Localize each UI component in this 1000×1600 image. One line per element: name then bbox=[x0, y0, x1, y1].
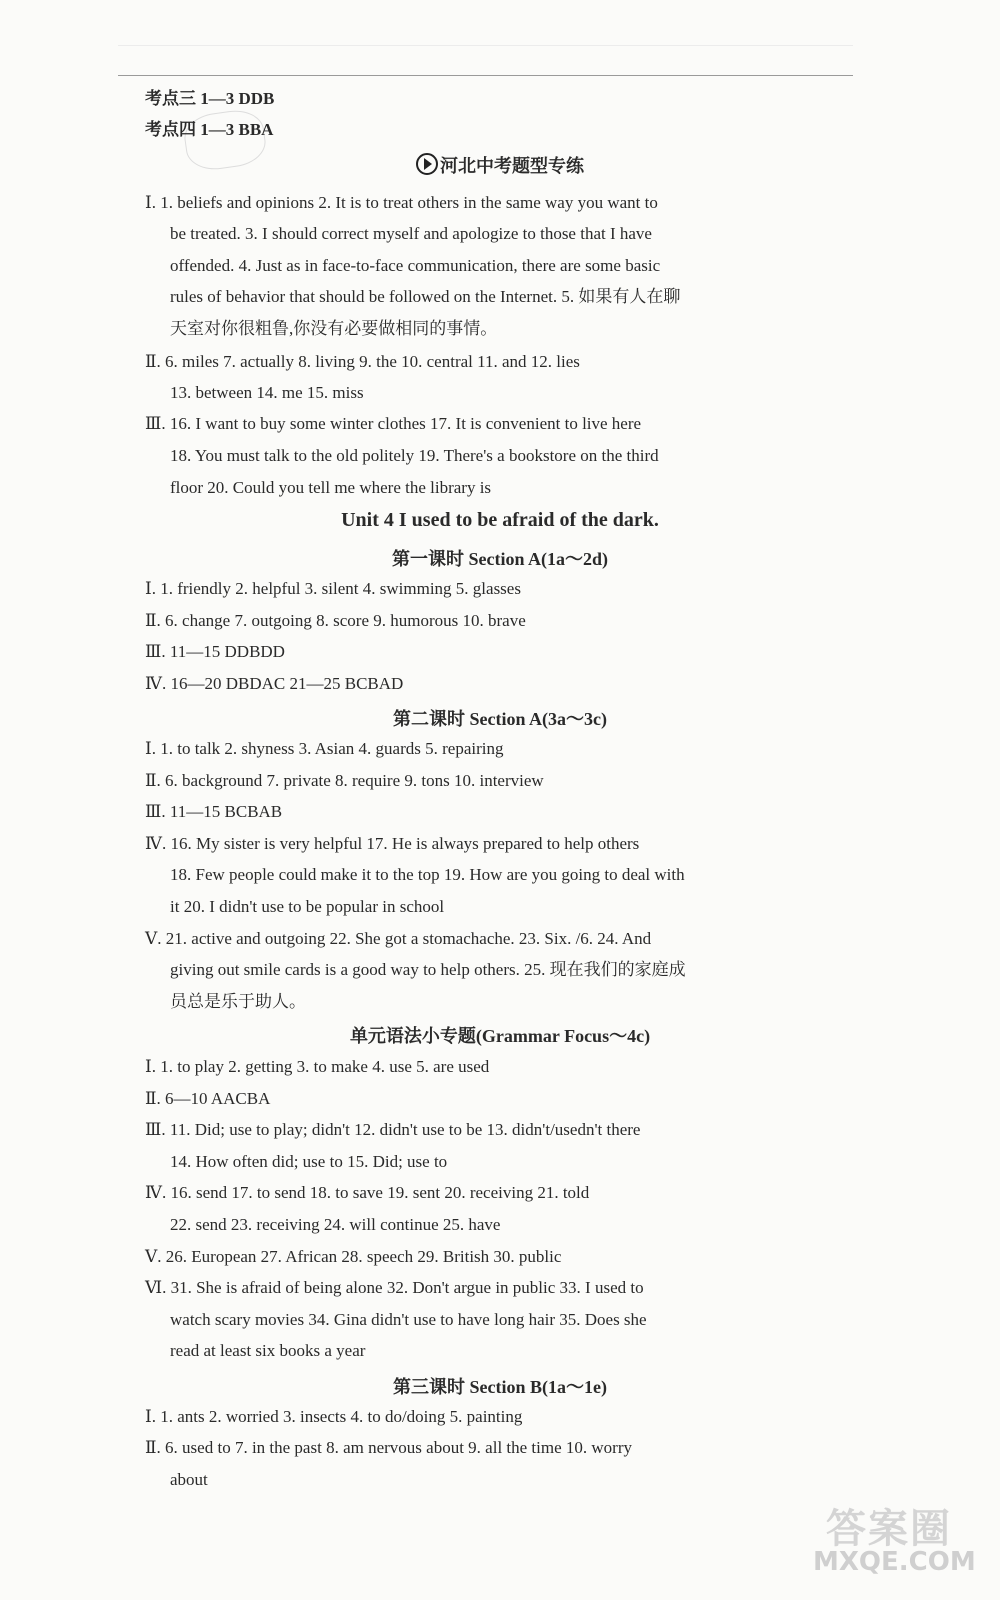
answer-line: rules of behavior that should be followed on the Internet. 5. 如果有人在聊 bbox=[170, 287, 681, 306]
answer-line: Ⅲ. 11—15 DDBDD bbox=[145, 642, 285, 661]
answer-line: offended. 4. Just as in face-to-face communication, there are some basic bbox=[170, 256, 661, 275]
answer-line: 18. Few people could make it to the top 19. How are you going to deal with bbox=[170, 865, 685, 884]
answer-line: Ⅴ. 26. European 27. African 28. speech 29. British 30. public bbox=[145, 1247, 562, 1266]
answer-line: floor 20. Could you tell me where the library is bbox=[170, 478, 492, 497]
answer-line: Ⅳ. 16. send 17. to send 18. to save 19. sent 20. receiving 21. told bbox=[145, 1183, 590, 1202]
play-icon bbox=[416, 153, 438, 175]
lesson3-title: 第三课时 Section B(1a～1e) bbox=[393, 1377, 607, 1397]
answer-line: Ⅵ. 31. She is afraid of being alone 32. Don't argue in public 33. I used to bbox=[145, 1278, 644, 1297]
answer-line: Ⅱ. 6. used to 7. in the past 8. am nervous about 9. all the time 10. worry bbox=[145, 1438, 632, 1457]
header-rule bbox=[118, 75, 853, 76]
answer-line: giving out smile cards is a good way to help others. 25. 现在我们的家庭成 bbox=[170, 960, 686, 979]
answer-line: it 20. I didn't use to be popular in school bbox=[170, 897, 445, 916]
answer-line: watch scary movies 34. Gina didn't use to have long hair 35. Does she bbox=[170, 1310, 647, 1329]
watermark-url: MXQE.COM bbox=[813, 1547, 976, 1577]
answer-line: 天室对你很粗鲁,你没有必要做相同的事情。 bbox=[170, 319, 498, 338]
answer-line: Ⅳ. 16—20 DBDAC 21—25 BCBAD bbox=[145, 674, 404, 693]
answer-line: Ⅰ. 1. beliefs and opinions 2. It is to treat others in the same way you want to bbox=[145, 193, 658, 212]
answer-line: Ⅰ. 1. ants 2. worried 3. insects 4. to do/doing 5. painting bbox=[145, 1407, 523, 1426]
top-faint-rule bbox=[118, 45, 853, 46]
answer-line: Ⅱ. 6—10 AACBA bbox=[145, 1089, 271, 1108]
unit-title: Unit 4 I used to be afraid of the dark. bbox=[341, 509, 659, 531]
answer-line: 14. How often did; use to 15. Did; use to bbox=[170, 1152, 448, 1171]
answer-line: Ⅰ. 1. to talk 2. shyness 3. Asian 4. guards 5. repairing bbox=[145, 739, 504, 758]
kaodian-4: 考点四 1—3 BBA bbox=[145, 120, 274, 139]
answer-line: Ⅲ. 16. I want to buy some winter clothes 17. It is convenient to live here bbox=[145, 414, 642, 433]
answer-line: 18. You must talk to the old politely 19. There's a bookstore on the third bbox=[170, 446, 659, 465]
answer-line: 员总是乐于助人。 bbox=[170, 992, 306, 1011]
lesson1-title: 第一课时 Section A(1a～2d) bbox=[392, 549, 608, 569]
answer-line: Ⅱ. 6. miles 7. actually 8. living 9. the 10. central 11. and 12. lies bbox=[145, 352, 580, 371]
answer-line: Ⅲ. 11—15 BCBAB bbox=[145, 802, 283, 821]
watermark-logo: 答案圈 bbox=[826, 1506, 952, 1552]
answer-line: Ⅴ. 21. active and outgoing 22. She got a stomachache. 23. Six. /6. 24. And bbox=[145, 929, 652, 948]
answer-line: Ⅳ. 16. My sister is very helpful 17. He is always prepared to help others bbox=[145, 834, 640, 853]
answer-line: be treated. 3. I should correct myself and apologize to those that I have bbox=[170, 224, 652, 243]
answer-line: Ⅰ. 1. to play 2. getting 3. to make 4. use 5. are used bbox=[145, 1057, 490, 1076]
answer-line: about bbox=[170, 1470, 208, 1489]
answer-line: Ⅰ. 1. friendly 2. helpful 3. silent 4. swimming 5. glasses bbox=[145, 579, 521, 598]
grammar-title: 单元语法小专题(Grammar Focus～4c) bbox=[349, 1026, 651, 1046]
hebei-title: 河北中考题型专练 bbox=[0, 152, 1000, 178]
answer-line: Ⅱ. 6. change 7. outgoing 8. score 9. humorous 10. brave bbox=[145, 611, 526, 630]
answer-line: Ⅲ. 11. Did; use to play; didn't 12. didn't use to be 13. didn't/usedn't there bbox=[145, 1120, 641, 1139]
lesson2-title: 第二课时 Section A(3a～3c) bbox=[393, 709, 607, 729]
answer-line: Ⅱ. 6. background 7. private 8. require 9. tons 10. interview bbox=[145, 771, 544, 790]
answer-line: 22. send 23. receiving 24. will continue 25. have bbox=[170, 1215, 501, 1234]
answer-line: read at least six books a year bbox=[170, 1341, 366, 1360]
kaodian-3: 考点三 1—3 DDB bbox=[145, 89, 275, 108]
answer-line: 13. between 14. me 15. miss bbox=[170, 383, 364, 402]
